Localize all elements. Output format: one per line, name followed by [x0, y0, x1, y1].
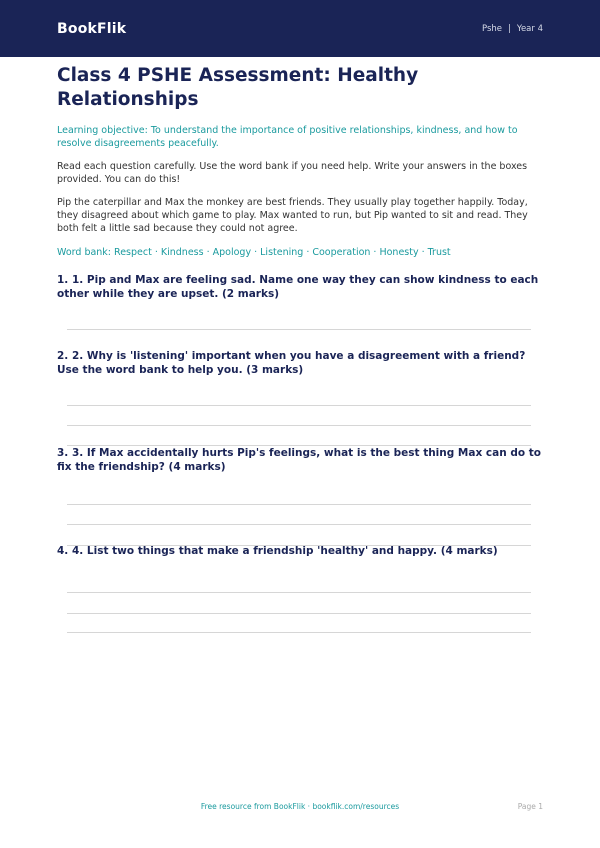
answer-line[interactable] [67, 504, 531, 505]
story-passage: Pip the caterpillar and Max the monkey are best friends. They usually play together happily. Today, they disagreed about which game to play. Max wanted to run, but Pip wanted to sit and read. They both felt a little sad because they could not agree. [57, 197, 528, 234]
question-2: 2. 2. Why is 'listening' important when you have a disagreement with a friend? Use the word bank to help you. (3 marks) [57, 350, 526, 376]
footer-resource-link[interactable]: Free resource from BookFlik · bookflik.com/resources [200, 802, 400, 811]
worksheet-content [57, 64, 543, 633]
answer-area-3 [67, 504, 531, 546]
answer-area-4 [67, 592, 531, 633]
page-number: Page 1 [517, 802, 543, 811]
question-1: 1. 1. Pip and Max are feeling sad. Name one way they can show kindness to each other while they are upset. (2 marks) [57, 274, 539, 300]
brand-logo-text: BookFlik [57, 20, 127, 37]
answer-line[interactable] [67, 632, 531, 633]
answer-line[interactable] [67, 524, 531, 525]
page-header [0, 0, 600, 57]
meta-separator: | [508, 23, 511, 34]
question-3: 3. 3. If Max accidentally hurts Pip's feelings, what is the best thing Max can do to fix the friendship? (4 marks) [57, 447, 541, 473]
instructions: Read each question carefully. Use the word bank if you need help. Write your answers in the boxes provided. You can do this! [57, 161, 528, 185]
answer-area-2 [67, 405, 531, 446]
question-4: 4. 4. List two things that make a friendship 'healthy' and happy. (4 marks) [57, 545, 498, 557]
answer-line[interactable] [67, 329, 531, 330]
answer-line[interactable] [67, 592, 531, 593]
answer-area-1 [67, 329, 531, 330]
year-label: Year 4 [516, 23, 543, 34]
word-bank: Word bank: Respect · Kindness · Apology · Listening · Cooperation · Honesty · Trust [57, 247, 451, 258]
answer-line[interactable] [67, 425, 531, 426]
subject-label: Pshe [481, 23, 503, 34]
answer-line[interactable] [67, 613, 531, 614]
learning-objective: Learning objective: To understand the importance of positive relationships, kindness, and how to resolve disagreements peacefully. [57, 125, 518, 149]
header-meta [482, 24, 543, 34]
page-title: Class 4 PSHE Assessment: Healthy Relationships [57, 65, 419, 110]
answer-line[interactable] [67, 405, 531, 406]
